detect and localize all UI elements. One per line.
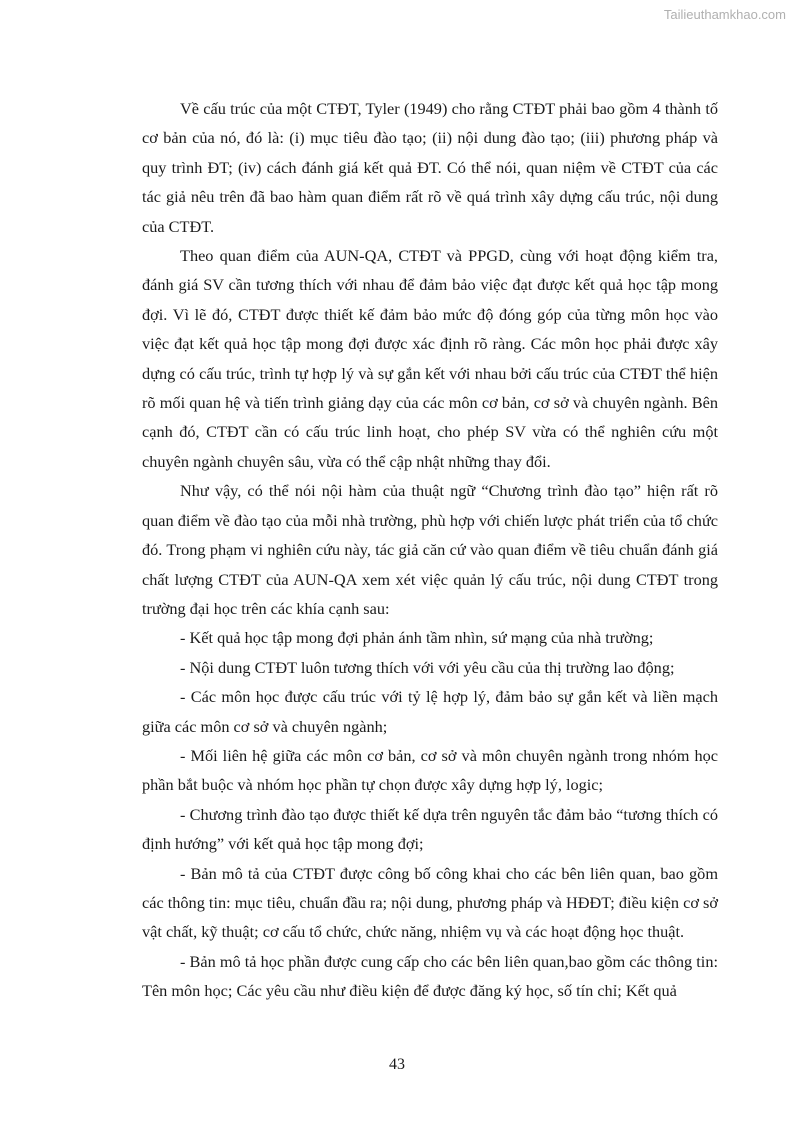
- list-item: - Mối liên hệ giữa các môn cơ bản, cơ sở và môn chuyên ngành trong nhóm học phần bắt buộc và nhóm học phần tự chọn được xây dựng hợp lý, logic;: [142, 745, 718, 795]
- list-item: - Chương trình đào tạo được thiết kế dựa trên nguyên tắc đảm bảo “tương thích có định hướng” với kết quả học tập mong đợi;: [142, 804, 718, 854]
- list-item: - Kết quả học tập mong đợi phản ánh tầm nhìn, sứ mạng của nhà trường;: [180, 628, 654, 648]
- page-number: 43: [389, 1056, 405, 1073]
- paragraph-definition-summary: Như vậy, có thể nói nội hàm của thuật ngữ “Chương trình đào tạo” hiện rất rõ quan điểm về đào tạo của mỗi nhà trường, phù hợp với chiến lược phát triển của tổ chức đó. Trong phạm vi nghiên cứu này, tác giả căn cứ vào quan điểm về tiêu chuẩn đánh giá chất lượng CTĐT của AUN-QA xem xét việc quản lý cấu trúc, nội dung CTĐT trong trường đại học trên các khía cạnh sau:: [142, 481, 718, 618]
- document-body: [142, 94, 718, 1006]
- list-item: - Bản mô tả học phần được cung cấp cho các bên liên quan,bao gồm các thông tin: Tên môn học; Các yêu cầu như điều kiện để được đăng ký học, số tín chỉ; Kết quả: [142, 951, 718, 1001]
- watermark: Tailieuthamkhao.com: [663, 7, 786, 22]
- paragraph-aun-qa-view: Theo quan điểm của AUN-QA, CTĐT và PPGD, cùng với hoạt động kiểm tra, đánh giá SV cần tương thích với nhau để đảm bảo việc đạt được kết quả học tập mong đợi. Vì lẽ đó, CTĐT được thiết kế đảm bảo mức độ đóng góp của từng môn học vào việc đạt kết quả học tập mong đợi được xác định rõ ràng. Các môn học phải được xây dựng có cấu trúc, trình tự hợp lý và sự gắn kết với nhau bởi cấu trúc của CTĐT thể hiện rõ mối quan hệ và tiến trình giảng dạy của các môn cơ bản, cơ sở và chuyên ngành. Bên cạnh đó, CTĐT cần có cấu trúc linh hoạt, cho phép SV vừa có thể nghiên cứu một chuyên ngành chuyên sâu, vừa có thể cập nhật những thay đổi.: [142, 246, 718, 471]
- paragraph-ctdt-structure: Về cấu trúc của một CTĐT, Tyler (1949) cho rằng CTĐT phải bao gồm 4 thành tố cơ bản của nó, đó là: (i) mục tiêu đào tạo; (ii) nội dung đào tạo; (iii) phương pháp và quy trình ĐT; (iv) cách đánh giá kết quả ĐT. Có thể nói, quan niệm về CTĐT của các tác giả nêu trên đã bao hàm quan điểm rất rõ về quá trình xây dựng cấu trúc, nội dung của CTĐT.: [142, 99, 718, 236]
- list-item: - Các môn học được cấu trúc với tỷ lệ hợp lý, đảm bảo sự gắn kết và liền mạch giữa các môn cơ sở và chuyên ngành;: [142, 687, 718, 736]
- list-item: - Nội dung CTĐT luôn tương thích với với yêu cầu của thị trường lao động;: [180, 657, 675, 677]
- list-item: - Bản mô tả của CTĐT được công bố công khai cho các bên liên quan, bao gồm các thông tin: mục tiêu, chuẩn đầu ra; nội dung, phương pháp và HĐĐT; điều kiện cơ sở vật chất, kỹ thuật; cơ cấu tổ chức, chức năng, nhiệm vụ và các hoạt động học thuật.: [142, 863, 718, 942]
